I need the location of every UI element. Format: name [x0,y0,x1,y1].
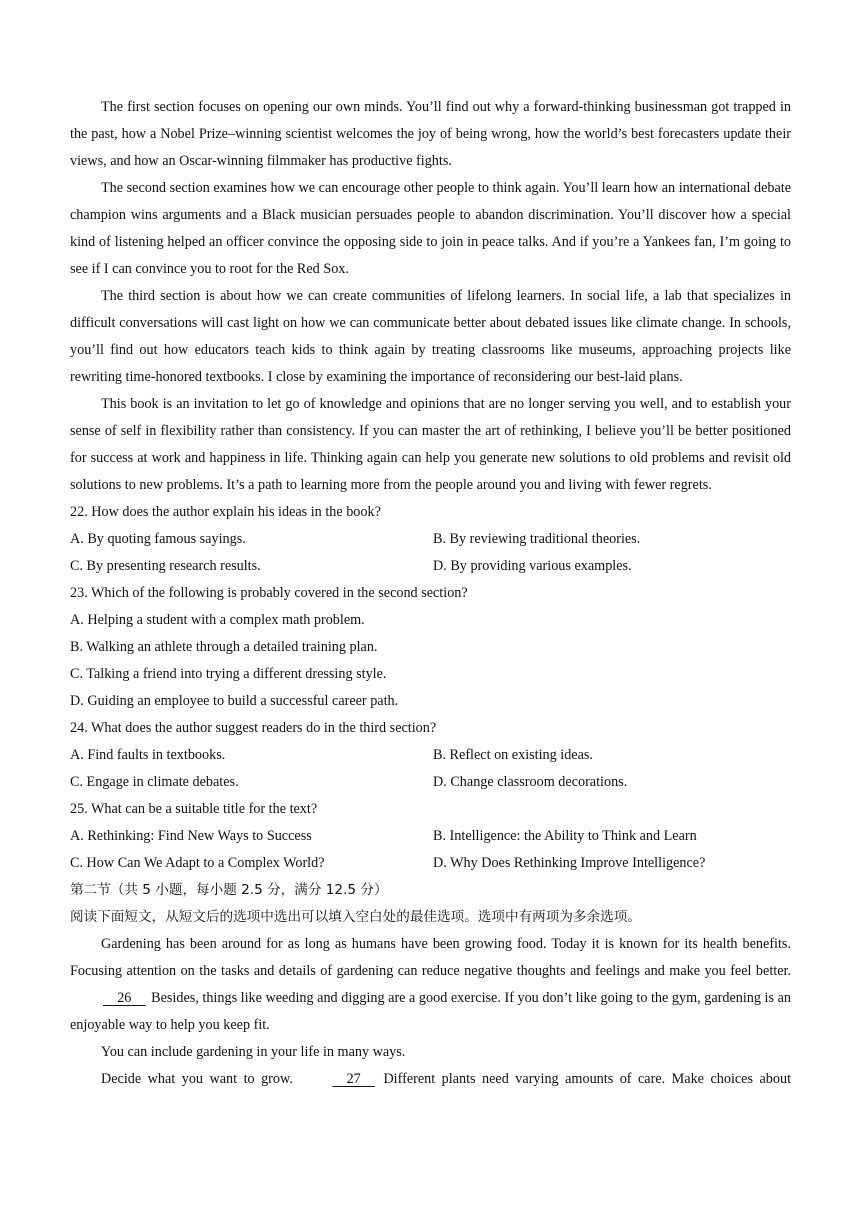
passage-paragraph-3: The third section is about how we can create communities of lifelong learners. In social life, a lab that specializes in difficult conversations will cast light on how we can communicate better about debated issues like climate change. In schools, you’ll find out how educators teach kids to think again by treating classrooms like museums, approaching projects like rewriting time-honored textbooks. I close by examining the importance of reconsidering our best-laid plans. [70,288,791,385]
option-row [70,823,791,850]
section-2 [70,877,791,1093]
exam-page [70,94,791,1093]
question-22 [70,499,791,580]
option-a: A. Helping a student with a complex math problem. [70,612,365,628]
option-b: B. By reviewing traditional theories. [433,531,641,547]
option-row [70,850,791,877]
option-c: C. Talking a friend into trying a different dressing style. [70,666,387,682]
passage-paragraph-1: The first section focuses on opening our own minds. You’ll find out why a forward-thinking businessman got trapped in the past, how a Nobel Prize–winning scientist welcomes the joy of being wrong, how the world’s best forecasters update their views, and how an Oscar-winning filmmaker has productive fights. [70,99,791,169]
option-d: D. Why Does Rethinking Improve Intelligence? [433,855,706,871]
option-b: B. Walking an athlete through a detailed training plan. [70,639,378,655]
option-c: C. How Can We Adapt to a Complex World? [70,855,325,871]
reading-passage [70,94,791,499]
section-instruction: 阅读下面短文，从短文后的选项中选出可以填入空白处的最佳选项。选项中有两项为多余选项。 [70,909,641,925]
cloze-paragraph-2: You can include gardening in your life in many ways. [101,1044,406,1060]
option-c: C. Engage in climate debates. [70,774,239,790]
option-row [70,742,791,769]
option-d: D. Change classroom decorations. [433,774,628,790]
question-23 [70,580,791,715]
blank-26[interactable]: 26 [117,990,132,1006]
option-row [70,526,791,553]
question-stem: 24. What does the author suggest readers do in the third section? [70,720,437,736]
option-a: A. Find faults in textbooks. [70,747,226,763]
option-b: B. Intelligence: the Ability to Think and Learn [433,828,697,844]
option-c: C. By presenting research results. [70,558,261,574]
cloze-paragraph-3 [70,1066,791,1093]
question-24 [70,715,791,796]
cloze-text: Gardening has been around for as long as humans have been growing food. Today it is known for its health benefits. Focusing attention on the tasks and details of gardening can reduce negative thoughts and feelings and make you feel better. [70,936,791,979]
option-row [70,553,791,580]
option-row [70,769,791,796]
question-stem: 23. Which of the following is probably covered in the second section? [70,585,468,601]
passage-paragraph-4: This book is an invitation to let go of knowledge and opinions that are no longer serving you well, and to establish your sense of self in flexibility rather than consistency. If you can master the art of rethinking, I believe you’ll be better positioned for success at work and happiness in life. Thinking again can help you generate new solutions to old problems and revisit old solutions to new problems. It’s a path to learning more from the people around you and living with fewer regrets. [70,396,791,493]
question-stem: 25. What can be a suitable title for the text? [70,801,318,817]
cloze-text: Besides, things like weeding and digging are a good exercise. If you don’t like going to the gym, gardening is an enjoyable way to help you keep fit. [70,990,791,1033]
cloze-text: Different plants need varying amounts of care. Make choices about [383,1071,792,1087]
option-a: A. By quoting famous sayings. [70,531,246,547]
option-a: A. Rethinking: Find New Ways to Success [70,828,312,844]
option-d: D. By providing various examples. [433,558,632,574]
passage-paragraph-2: The second section examines how we can encourage other people to think again. You’ll learn how an international debate champion wins arguments and a Black musician persuades people to abandon discrimination. You’ll discover how a special kind of listening helped an officer convince the opposing side to join in peace talks. And if you’re a Yankees fan, I’m going to see if I can convince you to root for the Red Sox. [70,180,791,277]
cloze-text: Decide what you want to grow. [101,1071,293,1087]
section-heading: 第二节（共 5 小题，每小题 2.5 分，满分 12.5 分） [70,882,388,898]
blank-27[interactable]: 27 [346,1071,361,1087]
question-stem: 22. How does the author explain his ideas in the book? [70,504,381,520]
option-b: B. Reflect on existing ideas. [433,747,593,763]
cloze-paragraph-1 [70,931,791,1039]
question-25 [70,796,791,877]
option-d: D. Guiding an employee to build a successful career path. [70,693,399,709]
